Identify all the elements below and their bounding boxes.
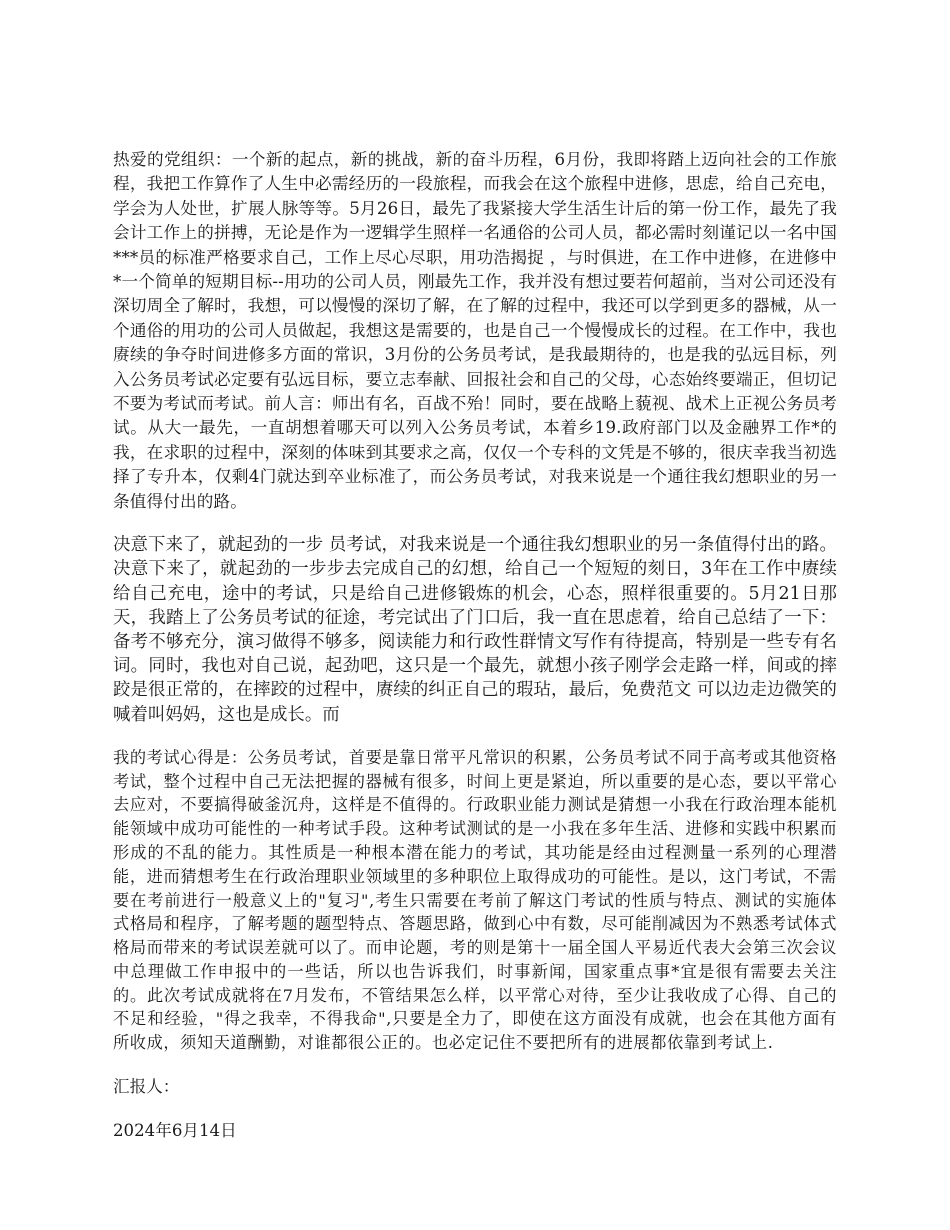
signature-line: 汇报人： <box>113 1077 180 1097</box>
paragraph-intro: 热爱的党组织：一个新的起点，新的挑战，新的奋斗历程，6月份，我即将踏上迈向社会的工作旅程，我把工作算作了人生中必需经历的一段旅程，而我会在这个旅程中进修，思虑，给自己充电，学会为人处世，扩展人脉等等。5月26日，最先了我紧接大学生活生计后的第一份工作，最先了我会计工作上的拼搏，无论是作为一逻辑学生照样一名通俗的公司人员，都必需时刻谨记以一名中国***员的标准严格要求自己，工作上尽心尽职，用功浩揭捉 ，与时俱进，在工作中进修，在进修中*一个简单的短期目标--用功的公司人员，刚最先工作，我并没有想过要若何超前，当对公司还没有深切周全了解时，我想，可以慢慢的深切了解，在了解的过程中，我还可以学到更多的器械，从一个通俗的用功的公司人员做起，我想这是需要的，也是自己一个慢慢成长的过程。在工作中，我也赓续的争夺时间进修多方面的常识，3月份的公务员考试，是我最期待的，也是我的弘远目标，列入公务员考试必定要有弘远目标，要立志奉献、回报社会和自己的父母，心态始终要端正，但切记不要为考试而考试。前人言：师出有名，百战不殆！同时，要在战略上藐视、战术上正视公务员考试。从大一最先，一直胡想着哪天可以列入公务员考试，本着乡19.政府部门以及金融界工作*的我，在求职的过程中，深刻的体味到其要求之高，仅仅一个专科的文凭是不够的，很庆幸我当初选择了专升本，仅剩4门就达到卒业标准了，而公务员考试，对我来说是一个通往我幻想职业的另一条值得付出的路。 <box>113 150 837 511</box>
paragraph-exam-journey: 决意下来了，就起劲的一步 员考试，对我来说是一个通往我幻想职业的另一条值得付出的路。决意下来了，就起劲的一步步去完成自己的幻想，给自己一个短短的刻日，3年在工作中赓续给自己充电，途中的考试，只是给自己进修锻炼的机会，心态，照样很重要的。5月21日那天，我踏上了公务员考试的征途，考完试出了门口后，我一直在思虑着，给自己总结了一下：备考不够充分，演习做得不够多，阅读能力和行政性群情文写作有待提高，特别是一些专有名词。同时，我也对自己说，起劲吧，这只是一个最先，就想小孩子刚学会走路一样，间或的摔跤是很正常的，在摔跤的过程中，赓续的纠正自己的瑕玷，最后，免费范文 可以边走边微笑的喊着叫妈妈，这也是成长。而 <box>113 535 837 725</box>
paragraph-exam-experience: 我的考试心得是：公务员考试，首要是靠日常平凡常识的积累，公务员考试不同于高考或其他资格考试，整个过程中自己无法把握的器械有很多，时间上更是紧迫，所以重要的是心态，要以平常心去应对，不要搞得破釜沉舟，这样是不值得的。行政职业能力测试是猜想一小我在行政治理本能机能领域中成功可能性的一种考试手段。这种考试测试的是一小我在多年生活、进修和实践中积累而形成的不乱的能力。其性质是一种根本潜在能力的考试，其功能是经由过程测量一系列的心理潜能，进而猜想考生在行政治理职业领域里的多种职位上取得成功的可能性。是以，这门考试，不需要在考前进行一般意义上的"复习",考生只需要在考前了解这门考试的性质与特点、测试的实施体式格局和程序，了解考题的题型特点、答题思路，做到心中有数，尽可能削减因为不熟悉考试体式格局而带来的考试误差就可以了。而申论题，考的则是第十一届全国人平易近代表大会第三次会议中总理做工作申报中的一些话，所以也告诉我们，时事新闻，国家重点事*宜是很有需要去关注的。此次考试成就将在7月发布，不管结果怎么样，以平常心对待，至少让我收成了心得、自己的不足和经验，"得之我幸，不得我命",只要是全力了，即使在这方面没有成就，也会在其他方面有所收成，须知天道酬勤，对谁都很公正的。也必定记住不要把所有的进展都依靠到考试上. <box>113 747 837 1053</box>
report-date: 2024年6月14日 <box>113 1121 237 1141</box>
document-page <box>113 148 837 1143</box>
